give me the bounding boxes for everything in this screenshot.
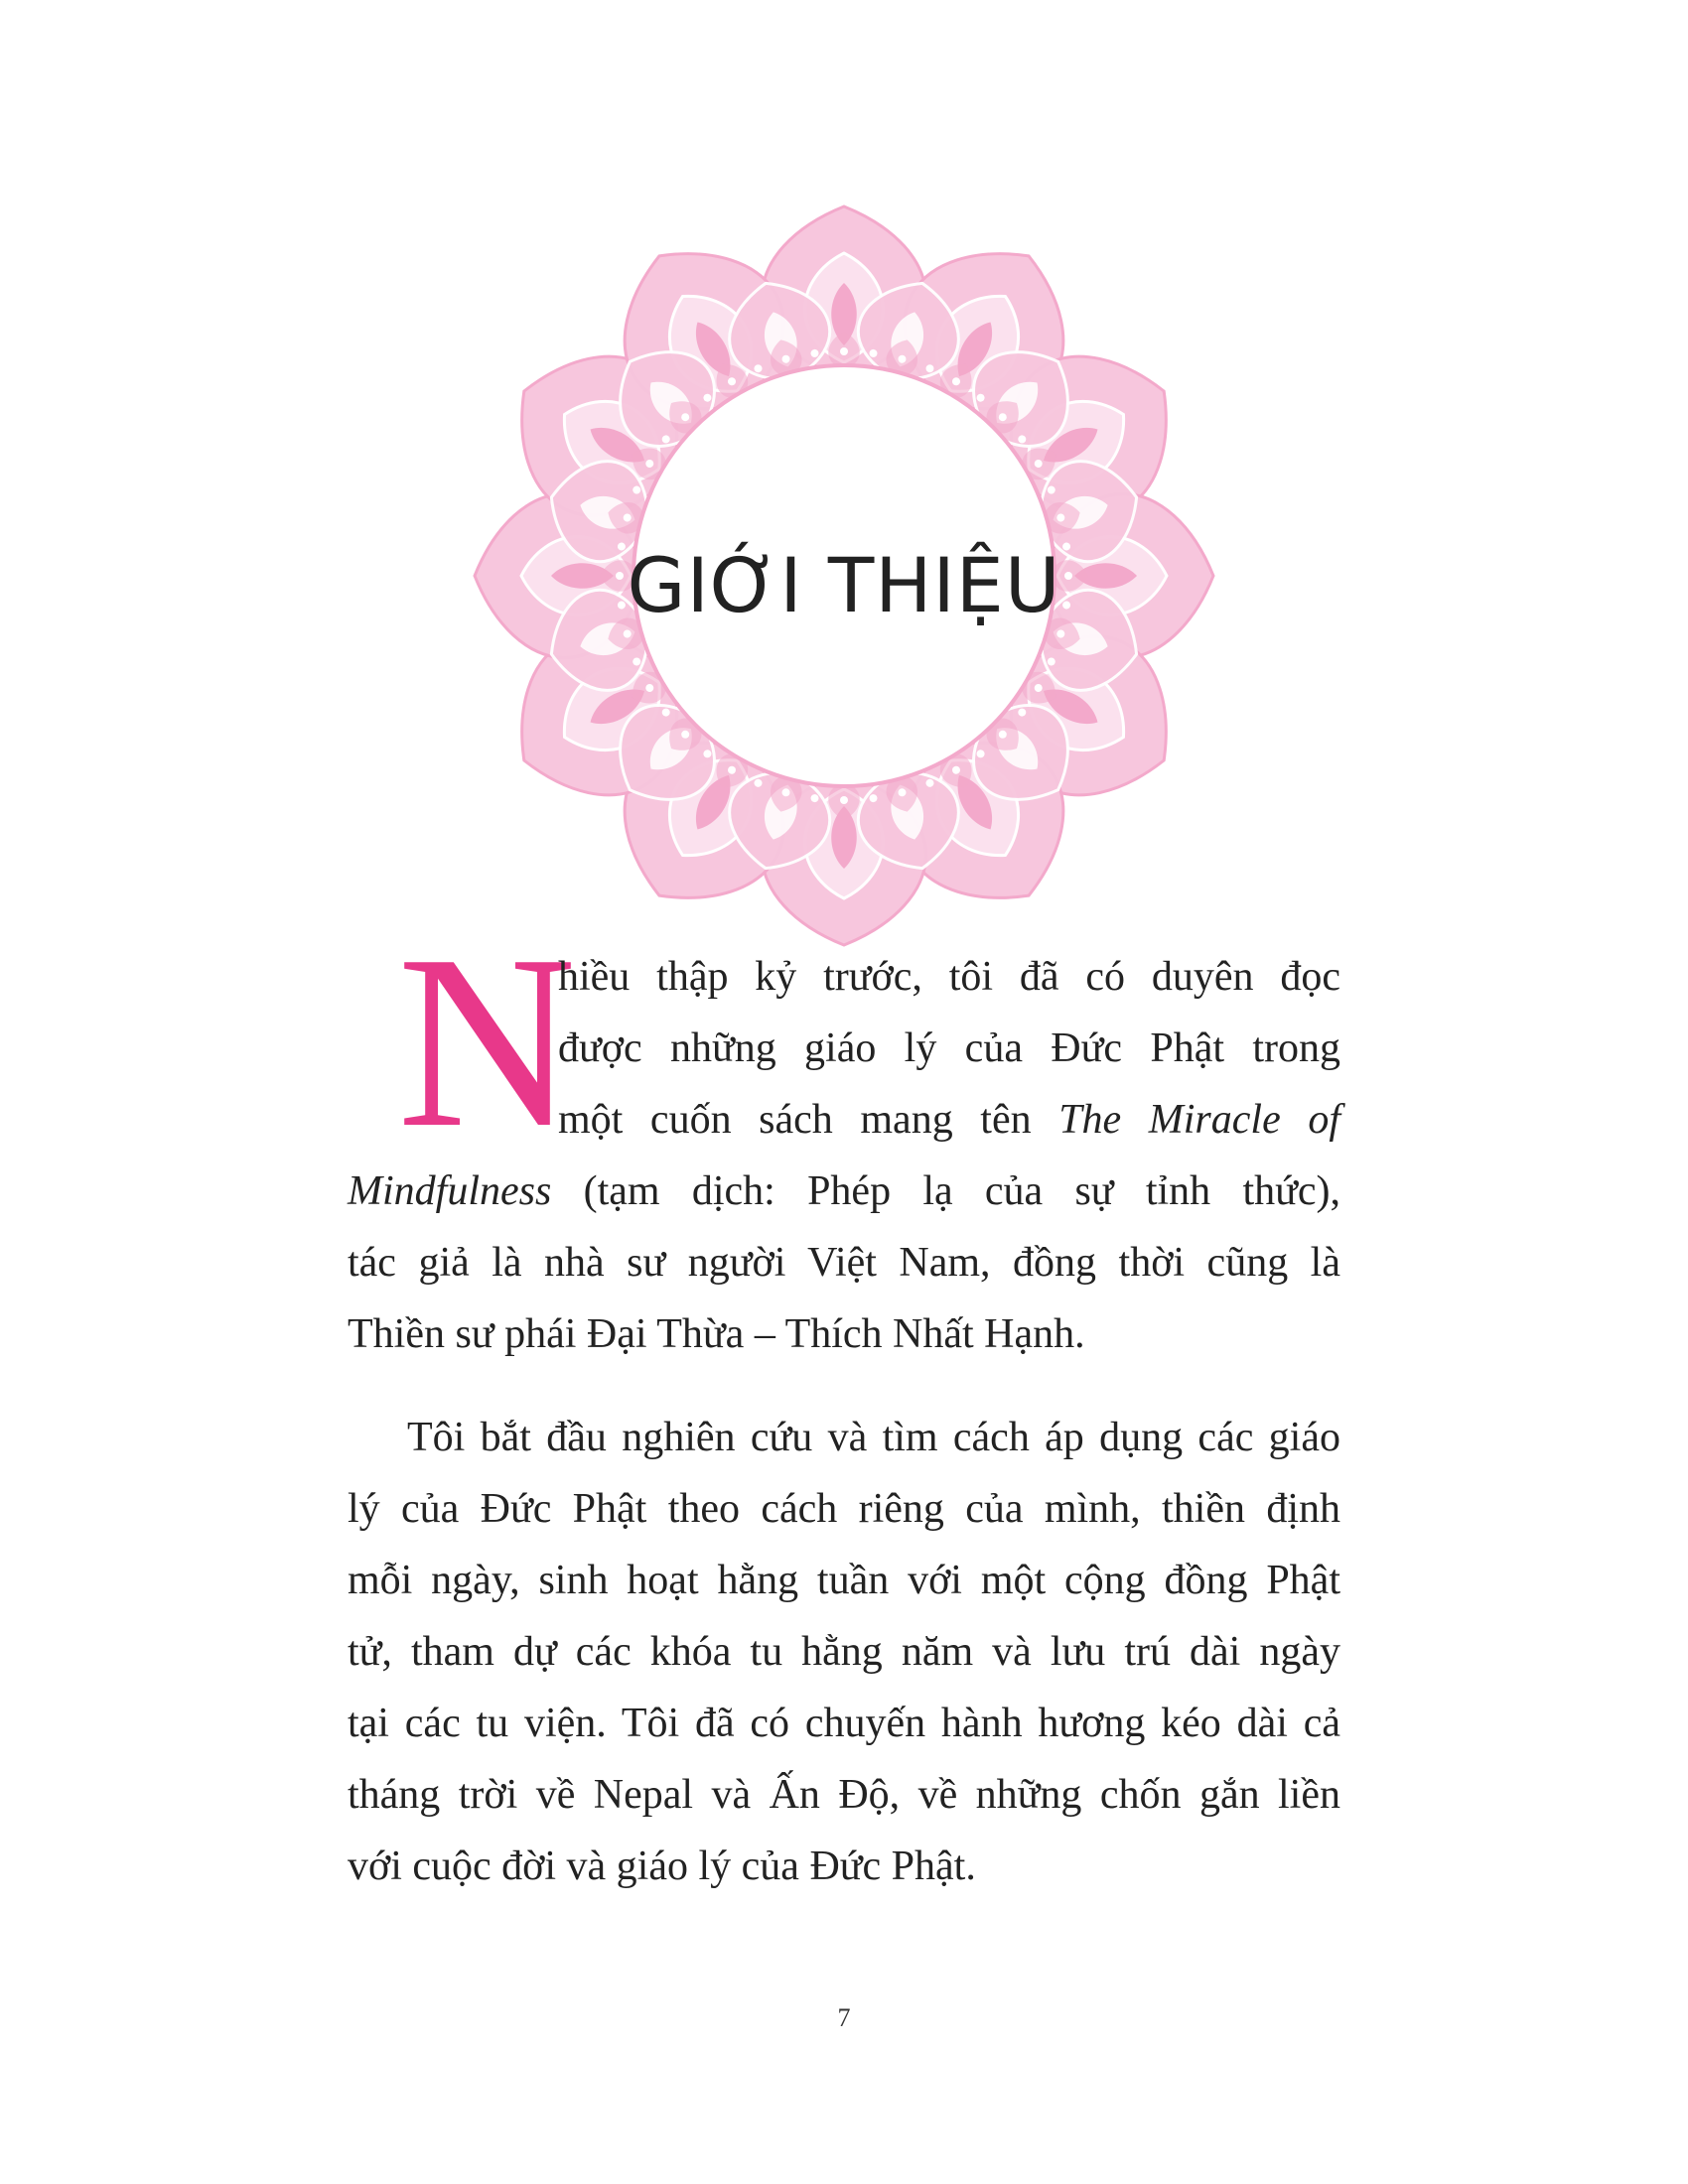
paragraph-line: lý của Đức Phật theo cách riêng của mình, thiền định xyxy=(348,1486,1340,1532)
paragraph-2 xyxy=(348,1402,1340,1902)
page-number: 7 xyxy=(837,2003,851,2032)
paragraph-line xyxy=(348,1298,1340,1370)
lace-dot-icon xyxy=(840,347,848,355)
line-text: (tạm dịch: Phép lạ của sự tỉnh thức), xyxy=(551,1168,1340,1214)
paragraph-1 xyxy=(348,941,1340,1370)
book-title-italic: The Miracle of xyxy=(1058,1097,1340,1143)
paragraph-line: tại các tu viện. Tôi đã có chuyến hành hương kéo dài cả xyxy=(348,1701,1340,1746)
line-text: được những giáo lý của Đức Phật trong xyxy=(558,1025,1340,1071)
book-title-italic: Mindfulness xyxy=(348,1168,552,1214)
paragraph-line: mỗi ngày, sinh hoạt hằng tuần với một cộng đồng Phật xyxy=(348,1558,1340,1603)
paragraph-line: Tôi bắt đầu nghiên cứu và tìm cách áp dụng các giáo xyxy=(407,1415,1340,1460)
drop-cap: N xyxy=(397,904,577,1179)
paragraph-line xyxy=(348,1156,1340,1227)
paragraph-line xyxy=(348,1013,1340,1084)
paragraph-line xyxy=(348,1084,1340,1156)
chapter-title: GIỚI THIỆU xyxy=(627,541,1061,629)
paragraph-line: tử, tham dự các khóa tu hằng năm và lưu trú dài ngày xyxy=(348,1629,1340,1675)
line-text: hiều thập kỷ trước, tôi đã có duyên đọc xyxy=(558,954,1340,1000)
paragraph-line: tháng trời về Nepal và Ấn Độ, về những chốn gắn liền xyxy=(348,1772,1340,1818)
paragraph-line xyxy=(348,941,1340,1013)
line-text: Thiền sư phái Đại Thừa – Thích Nhất Hạnh. xyxy=(348,1311,1085,1357)
lace-dot-icon xyxy=(840,796,848,804)
line-text: một cuốn sách mang tên xyxy=(558,1097,1059,1143)
line-text: tác giả là nhà sư người Việt Nam, đồng thời cũng là xyxy=(348,1240,1340,1286)
paragraph-line: với cuộc đời và giáo lý của Đức Phật. xyxy=(348,1843,976,1889)
paragraph-line xyxy=(348,1227,1340,1298)
